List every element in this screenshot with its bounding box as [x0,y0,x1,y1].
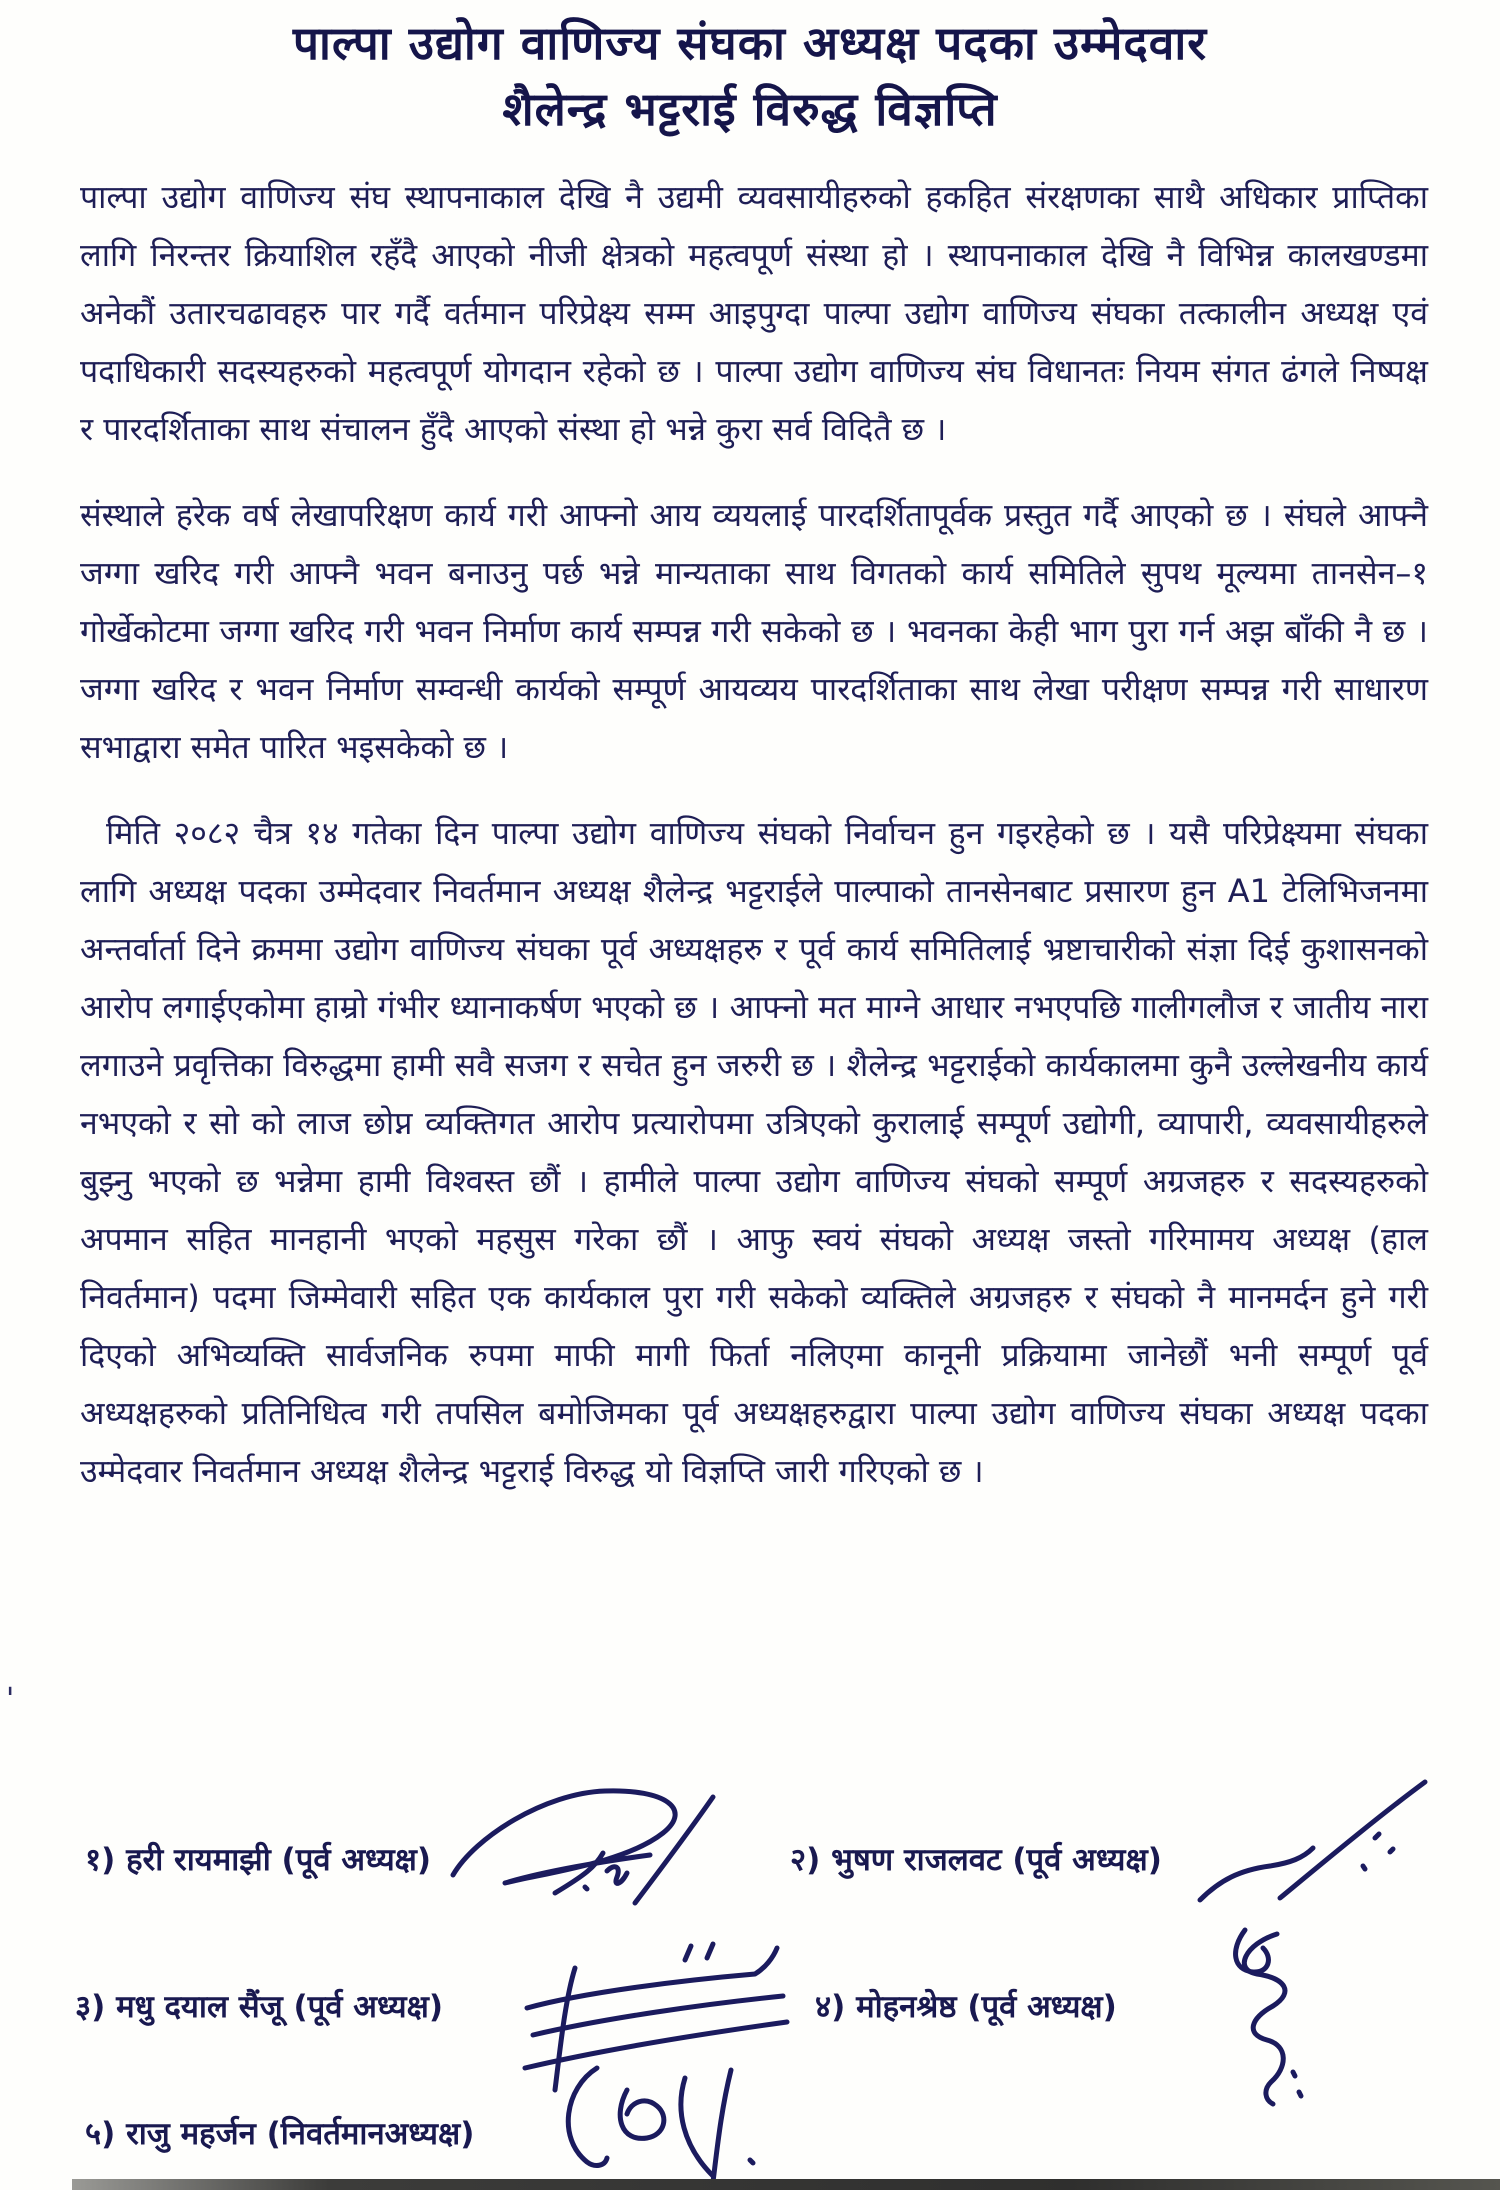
paragraph-3: मिति २०८२ चैत्र १४ गतेका दिन पाल्पा उद्योग वाणिज्य संघको निर्वाचन हुन गइरहेको छ । यसै परिप्रेक्ष्यमा संघका लागि अध्यक्ष पदका उम्मेदवार निवर्तमान अध्यक्ष शैलेन्द्र भट्टराईले पाल्पाको तानसेनबाट प्रसारण हुन A1 टेलिभिजनमा अन्तर्वार्ता दिने क्रममा उद्योग वाणिज्य संघका पूर्व अध्यक्षहरु र पूर्व कार्य समितिलाई भ्रष्टाचारीको संज्ञा दिई कुशासनको आरोप लगाईएकोमा हाम्रो गंभीर ध्यानाकर्षण भएको छ । आफ्नो मत माग्ने आधार नभएपछि गालीगलौज र जातीय नारा लगाउने प्रवृत्तिका विरुद्धमा हामी सवै सजग र सचेत हुन जरुरी छ । शैलेन्द्र भट्टराईको कार्यकालमा कुनै उल्लेखनीय कार्य नभएको र सो को लाज छोप्न व्यक्तिगत आरोप प्रत्यारोपमा उत्रिएको कुरालाई सम्पूर्ण उद्योगी, व्यापारी, व्यवसायीहरुले बुझ्नु भएको छ भन्नेमा हामी विश्वस्त छौं । हामीले पाल्पा उद्योग वाणिज्य संघको सम्पूर्ण अग्रजहरु र सदस्यहरुको अपमान सहित मानहानी भएको महसुस गरेका छौं । आफु स्वयं संघको अध्यक्ष जस्तो गरिमामय अध्यक्ष (हाल निवर्तमान) पदमा जिम्मेवारी सहित एक कार्यकाल पुरा गरी सकेको व्यक्तिले अग्रजहरु र संघको नै मानमर्दन हुने गरी दिएको अभिव्यक्ति सार्वजनिक रुपमा माफी मागी फिर्ता नलिएमा कानूनी प्रक्रियामा जानेछौं भनी सम्पूर्ण पूर्व अध्यक्षहरुको प्रतिनिधित्व गरी तपसिल बमोजिमका पूर्व अध्यक्षहरुद्वारा पाल्पा उद्योग वाणिज्य संघका अध्यक्ष पदका उम्मेदवार निवर्तमान अध्यक्ष शैलेन्द्र भट्टराई विरुद्ध यो विज्ञप्ति जारी गरिएको छ । [80,814,1428,1490]
paragraph-2: संस्थाले हरेक वर्ष लेखापरिक्षण कार्य गरी आफ्नो आय व्ययलाई पारदर्शितापूर्वक प्रस्तुत गर्दै आएको छ । संघले आफ्नै जग्गा खरिद गरी आफ्नै भवन बनाउनु पर्छ भन्ने मान्यताका साथ विगतको कार्य समितिले सुपथ मूल्यमा तानसेन–१ गोर्खेकोटमा जग्गा खरिद गरी भवन निर्माण कार्य सम्पन्न गरी सकेको छ । भवनका केही भाग पुरा गर्न अझ बाँकी नै छ । जग्गा खरिद र भवन निर्माण सम्वन्धी कार्यको सम्पूर्ण आयव्यय पारदर्शिताका साथ लेखा परीक्षण सम्पन्न गरी साधारण सभाद्वारा समेत पारित भइसकेको छ । [80,496,1428,766]
signature-mohan-shrestha [1215,1922,1325,2112]
document-body [80,168,1428,1528]
signatory-label-3: ३) मधु दयाल सैंजू (पूर्व अध्यक्ष) [75,1989,444,2025]
signatory-label-4: ४) मोहनश्रेष्ठ (पूर्व अध्यक्ष) [815,1989,1117,2025]
scan-edge-artifact [72,2179,1500,2190]
paragraph-1: पाल्पा उद्योग वाणिज्य संघ स्थापनाकाल देखि नै उद्यमी व्यवसायीहरुको हकहित संरक्षणका साथै अधिकार प्राप्तिका लागि निरन्तर क्रियाशिल रहँदै आएको नीजी क्षेत्रको महत्वपूर्ण संस्था हो । स्थापनाकाल देखि नै विभिन्न कालखण्डमा अनेकौं उतारचढावहरु पार गर्दै वर्तमान परिप्रेक्ष्य सम्म आइपुग्दा पाल्पा उद्योग वाणिज्य संघका तत्कालीन अध्यक्ष एवं पदाधिकारी सदस्यहरुको महत्वपूर्ण योगदान रहेको छ । पाल्पा उद्योग वाणिज्य संघ विधानतः नियम संगत ढंगले निष्पक्ष र पारदर्शिताका साथ संचालन हुँदै आएको संस्था हो भन्ने कुरा सर्व विदितै छ । [80,178,1428,448]
signatory-label-1: १) हरी रायमाझी (पूर्व अध्यक्ष) [85,1842,432,1878]
document-title-line2: शैलेन्द्र भट्टराई विरुद्ध विज्ञप्ति [502,82,998,136]
signature-raju-maharjan [535,2050,795,2190]
document-title [40,10,1460,142]
signatory-label-2: २) भुषण राजलवट (पूर्व अध्यक्ष) [790,1842,1162,1878]
document-title-line1: पाल्पा उद्योग वाणिज्य संघका अध्यक्ष पदका उम्मेदवार [292,16,1208,70]
signature-hari-raymajhi [435,1775,725,1935]
stray-ink-mark: ' [6,1682,15,1717]
signatory-label-5: ५) राजु महर्जन (निवर्तमानअध्यक्ष) [85,2116,475,2152]
